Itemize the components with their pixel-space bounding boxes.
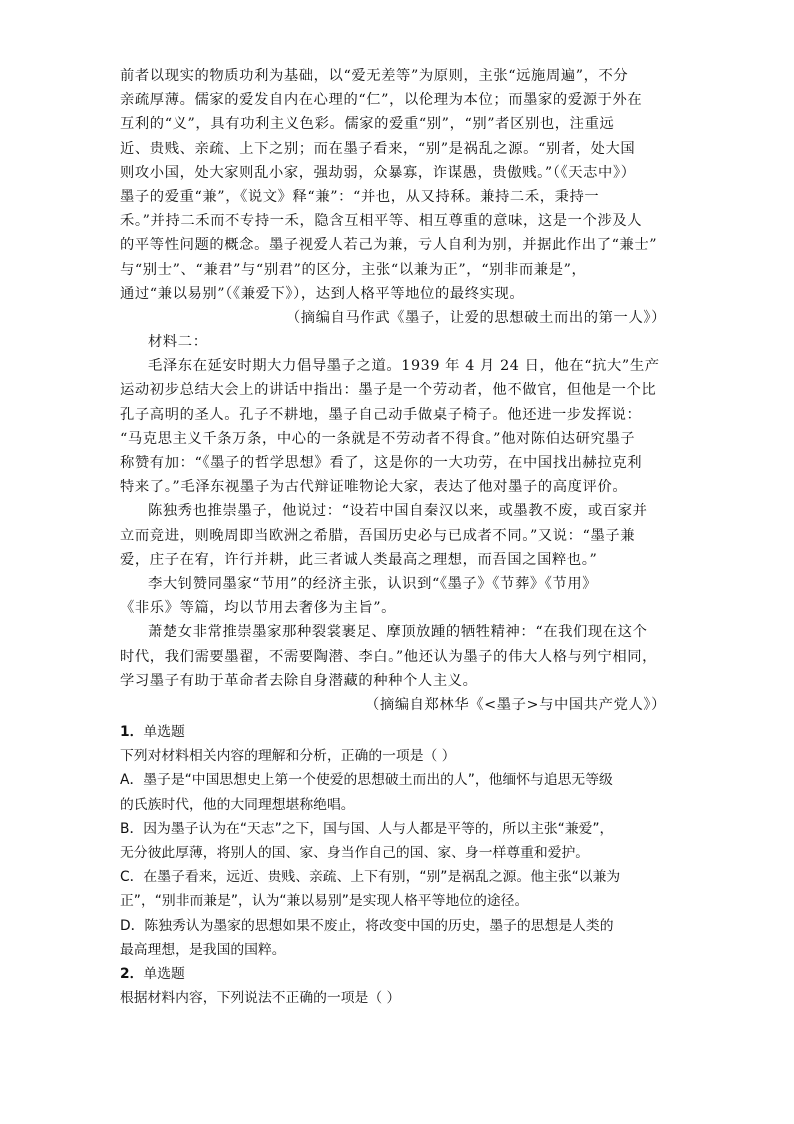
question-1-stem: 下列对材料相关内容的理解和分析，正确的一项是（ ） bbox=[120, 748, 456, 765]
reading-passage bbox=[120, 64, 676, 717]
option-b[interactable]: B．因为墨子认为在“天志”之下，国与国、人与人都是平等的，所以主张“兼爱”， bbox=[120, 820, 614, 837]
option-b-continued: 无分彼此厚薄，将别人的国、家、身当作自己的国、家、身一样尊重和爱护。 bbox=[120, 844, 590, 861]
passage-line: 互利的“义”，具有功利主义色彩。儒家的爱重“别”，“别”者区别也，注重远 bbox=[120, 116, 615, 133]
question-section bbox=[120, 720, 680, 1010]
passage-line: 萧楚女非常推崇墨家那种裂裳裹足、摩顶放踵的牺牲精神：“在我们现在这个 bbox=[148, 624, 648, 641]
material-2-heading: 材料二： bbox=[148, 334, 208, 351]
passage-line: 立而竞进，则晚周即当欧洲之希腊，吾国历史必与已成者不同。”又说：“墨子兼 bbox=[120, 527, 636, 544]
question-number: 1． bbox=[120, 724, 144, 740]
source-citation-2: （摘编自郑林华《<墨子>与中国共产党人》） bbox=[364, 696, 666, 713]
passage-line: 特来了。”毛泽东视墨子为古代辩证唯物论大家，表达了他对墨子的高度评价。 bbox=[120, 479, 628, 496]
question-2-stem: 根据材料内容，下列说法不正确的一项是（ ） bbox=[120, 990, 401, 1007]
passage-line: 学习墨子有助于革命者去除自身潜藏的种种个人主义。 bbox=[120, 672, 478, 689]
question-type: 单选题 bbox=[143, 724, 185, 740]
passage-line: 毛泽东在延安时期大力倡导墨子之道。1939 年 4 月 24 日，他在“抗大”生产 bbox=[148, 358, 660, 375]
passage-line: 称赞有加：“《墨子的哲学思想》看了，这是你的一大功劳，在中国找出赫拉克利 bbox=[120, 455, 643, 471]
passage-line: 近、贵贱、亲疏、上下之别；而在墨子看来，“别”是祸乱之源。“别者，处大国 bbox=[120, 140, 636, 157]
passage-line: 亲疏厚薄。儒家的爱发自内在心理的“仁”，以伦理为本位；而墨家的爱源于外在 bbox=[120, 92, 643, 109]
passage-line: “马克思主义千条万条，中心的一条就是不劳动者不得食。”他对陈伯达研究墨子 bbox=[120, 430, 636, 447]
passage-line: 陈独秀也推崇墨子，他说过：“设若中国自秦汉以来，或墨教不废，或百家并 bbox=[148, 503, 648, 520]
option-c[interactable]: C．在墨子看来，远近、贵贱、亲疏、上下有别，“别”是祸乱之源。他主张“以兼为 bbox=[120, 869, 621, 886]
question-number: 2． bbox=[120, 965, 144, 982]
passage-line: 的平等性问题的概念。墨子视爱人若己为兼，亏人自利为别，并据此作出了“兼士” bbox=[120, 237, 658, 254]
option-a-continued: 的氏族时代，他的大同理想堪称绝唱。 bbox=[120, 796, 355, 813]
passage-line: 孔子高明的圣人。孔子不耕地，墨子自己动手做桌子椅子。他还进一步发挥说： bbox=[120, 406, 642, 423]
passage-line: 运动初步总结大会上的讲话中指出：墨子是一个劳动者，他不做官，但他是一个比 bbox=[120, 382, 657, 399]
option-d-continued: 最高理想，是我国的国粹。 bbox=[120, 941, 286, 958]
passage-line: 与“别士”、“兼君”与“别君”的区分，主张“以兼为正”，“别非而兼是”， bbox=[120, 261, 587, 278]
passage-line: 禾。”并持二禾而不专持一禾，隐含互相平等、相互尊重的意味，这是一个涉及人 bbox=[120, 213, 643, 230]
option-a[interactable]: A．墨子是“中国思想史上第一个使爱的思想破土而出的人”，他缅怀与追思无等级 bbox=[120, 772, 613, 789]
option-c-continued: 正”，“别非而兼是”，认为“兼以易别”是实现人格平等地位的途径。 bbox=[120, 893, 529, 910]
question-2-header bbox=[120, 962, 680, 986]
passage-line: 《非乐》等篇，均以节用去奢侈为主旨”。 bbox=[120, 600, 397, 617]
passage-line: 李大钊赞同墨家“节用”的经济主张，认识到“《墨子》《节葬》《节用》 bbox=[148, 575, 598, 592]
passage-line: 前者以现实的物质功利为基础，以“爱无差等”为原则，主张“远施周遍”，不分 bbox=[120, 68, 629, 84]
question-type: 单选题 bbox=[143, 965, 185, 982]
passage-line: 墨子的爱重“兼”，《说文》释“兼”：“并也，从又持秝。兼持二禾，秉持一 bbox=[120, 188, 600, 205]
source-citation-1: （摘编自马作武《墨子，让爱的思想破土而出的第一人》） bbox=[285, 309, 666, 326]
passage-line: 则攻小国，处大家则乱小家，强劫弱，众暴寡，诈谋愚，贵傲贱。”（《天志中》） bbox=[120, 164, 636, 181]
option-d[interactable]: D．陈独秀认为墨家的思想如果不废止，将改变中国的历史，墨子的思想是人类的 bbox=[120, 917, 614, 934]
question-1-header bbox=[120, 720, 680, 744]
passage-line: 爱，庄子在宥，许行并耕，此三者诚人类最高之理想，而吾国之国粹也。” bbox=[120, 551, 598, 568]
passage-line: 通过“兼以易别”（《兼爱下》），达到人格平等地位的最终实现。 bbox=[120, 285, 525, 302]
passage-line: 时代，我们需要墨翟，不需要陶潜、李白。”他还认为墨子的伟大人格与列宁相同， bbox=[120, 648, 658, 665]
